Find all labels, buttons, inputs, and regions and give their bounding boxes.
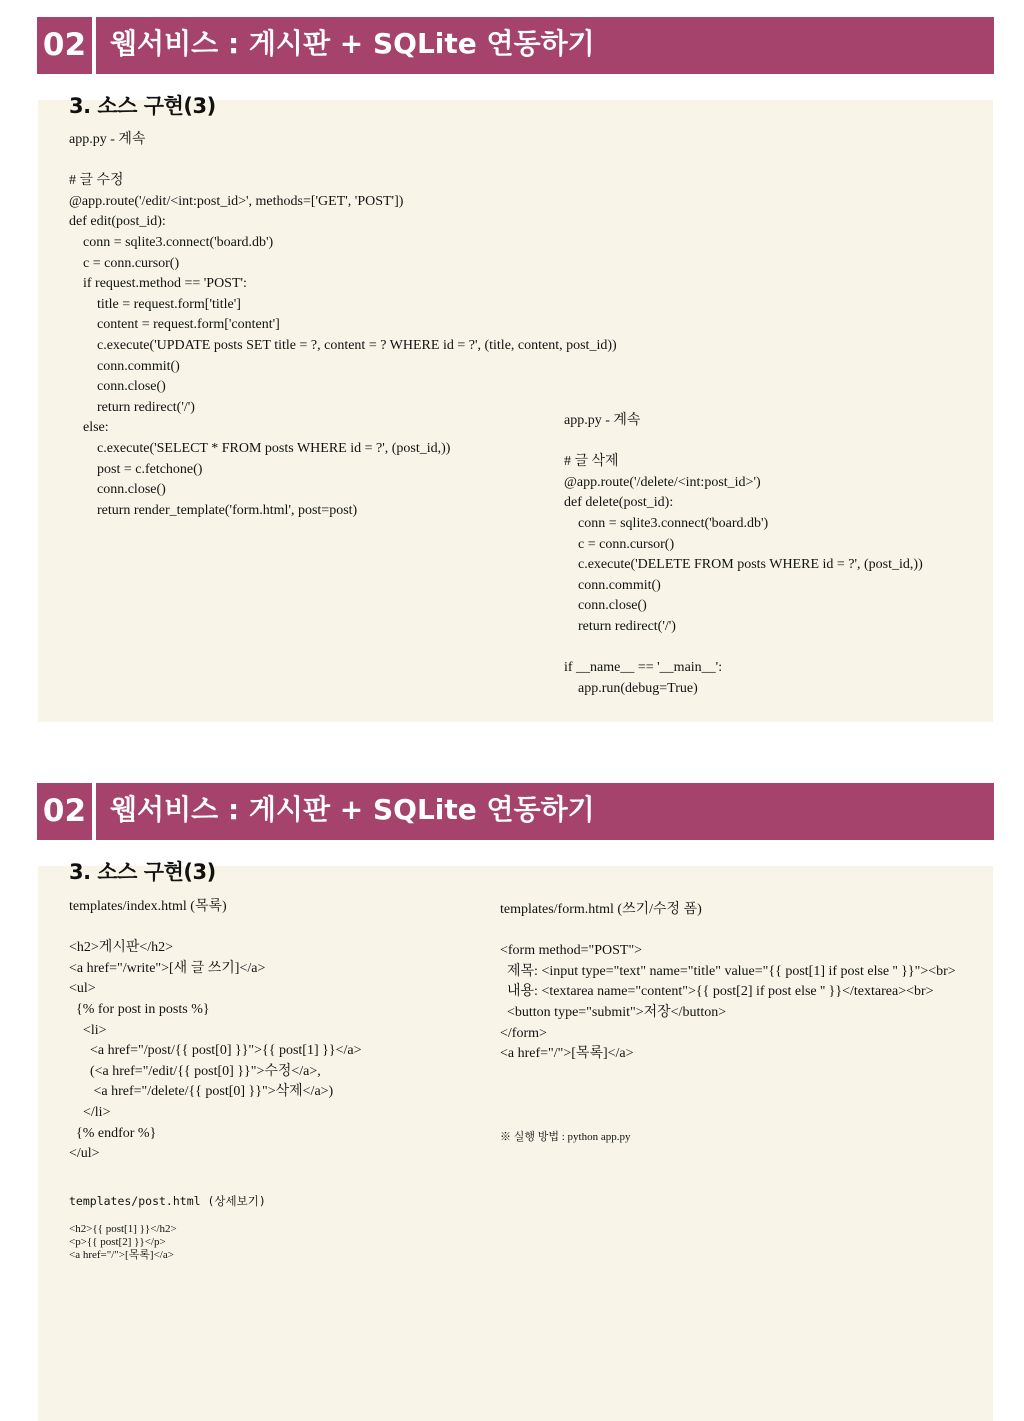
chapter-number: 02 <box>37 17 92 74</box>
code-block-delete: app.py - 계속 # 글 삭제 @app.route('/delete/<int:post_id>') def delete(post_id): conn = sqlite3.connect('board.db') c = conn.cursor() c.execute('DELETE FROM posts WHERE id = ?', (post_id,)) conn.commit() conn.close() return redirect('/') if __name__ == '__main__': app.run(debug=True) <box>564 413 923 696</box>
title-bar <box>96 17 994 74</box>
section-heading: 3. 소스 구현(3) <box>69 94 216 118</box>
slide-title: 웹서비스 : 게시판 + SQLite 연동하기 <box>110 793 595 826</box>
code-block-post-html: <h2>{{ post[1] }}</h2> <p>{{ post[2] }}</p> <a href="/">[목록]</a> <box>69 1223 177 1261</box>
chapter-number: 02 <box>37 783 92 840</box>
code-block-form-html: templates/form.html (쓰기/수정 폼) <form method="POST"> 제목: <input type="text" name="title" value="{{ post[1] if post else '' }}"><br> 내용: <textarea name="content">{{ post[2] if post else '' }}</textarea><br> <button type="submit">저장</button> </form> <a href="/">[목록]</a> <box>500 902 956 1062</box>
post-html-heading: templates/post.html (상세보기) <box>69 1194 266 1208</box>
slide-header <box>37 17 994 74</box>
slide-title: 웹서비스 : 게시판 + SQLite 연동하기 <box>110 27 595 60</box>
title-bar <box>96 783 994 840</box>
slide-header <box>37 783 994 840</box>
slide-2 <box>0 766 1024 1421</box>
run-instruction-note: ※ 실행 방법 : python app.py <box>500 1131 631 1143</box>
code-block-edit: app.py - 계속 # 글 수정 @app.route('/edit/<int:post_id>', methods=['GET', 'POST']) def edit(post_id): conn = sqlite3.connect('board.db') c = conn.cursor() if request.method == 'POST': title = request.form['title'] content = request.form['content'] c.execute('UPDATE posts SET title = ?, content = ? WHERE id = ?', (title, content, post_id)) conn.commit() conn.close() return redirect('/') else: c.execute('SELECT * FROM posts WHERE id = ?', (post_id,)) post = c.fetchone() conn.close() return render_template('form.html', post=post) <box>69 132 617 518</box>
section-heading: 3. 소스 구현(3) <box>69 860 216 884</box>
code-block-index-html: templates/index.html (목록) <h2>게시판</h2> <a href="/write">[새 글 쓰기]</a> <ul> {% for post in posts %} <li> <a href="/post/{{ post[0] }}">{{ post[1] }}</a> (<a href="/edit/{{ post[0] }}">수정</a>, <a href="/delete/{{ post[0] }}">삭제</a>) </li> {% endfor %} </ul> <box>69 899 362 1162</box>
